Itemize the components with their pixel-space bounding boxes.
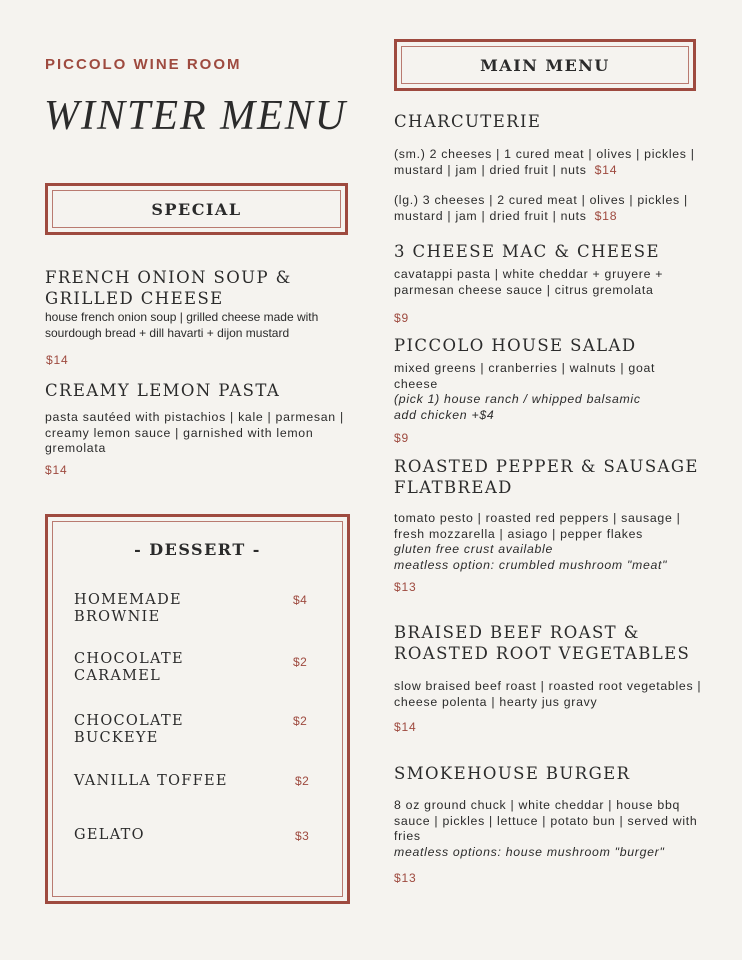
special-item-description: pasta sautéed with pistachios | kale | parmesan | creamy lemon sauce | garnished with lemon gremolata xyxy=(45,410,344,455)
menu-item-price: $9 xyxy=(394,431,409,445)
dessert-item-price: $2 xyxy=(293,655,308,669)
charcuterie-small-price: $14 xyxy=(594,162,618,177)
special-header-box xyxy=(45,183,348,235)
charcuterie-large-description: (lg.) 3 cheeses | 2 cured meat | olives | pickles | mustard | jam | dried fruit | nuts $18 xyxy=(394,193,688,223)
menu-item-description: mixed greens | cranberries | walnuts | goat cheese (pick 1) house ranch / whipped balsamic add chicken +$4 xyxy=(394,361,656,422)
charcuterie-small-description: (sm.) 2 cheeses | 1 cured meat | olives | pickles | mustard | jam | dried fruit | nuts $14 xyxy=(394,147,695,177)
menu-item-name: BRAISED BEEF ROAST & ROASTED ROOT VEGETABLES xyxy=(394,623,691,663)
special-item-name: CREAMY LEMON PASTA xyxy=(45,381,281,400)
dessert-item-name: CHOCOLATE CARAMEL xyxy=(74,651,184,684)
main-menu-header-box xyxy=(394,39,696,91)
restaurant-name: PICCOLO WINE ROOM xyxy=(45,56,242,73)
dessert-item-name: GELATO xyxy=(74,827,145,843)
menu-item-name: SMOKEHOUSE BURGER xyxy=(394,764,631,783)
special-item-price: $14 xyxy=(46,353,69,367)
menu-item-description: tomato pesto | roasted red peppers | sausage | fresh mozzarella | asiago | pepper flakes gluten free crust available meatless option: crumbled mushroom "meat" xyxy=(394,511,681,572)
special-item-price: $14 xyxy=(45,463,68,477)
menu-item-price: $13 xyxy=(394,580,417,594)
menu-item-name: 3 CHEESE MAC & CHEESE xyxy=(394,242,660,261)
special-item-description: house french onion soup | grilled cheese made with sourdough bread + dill havarti + dijon mustard xyxy=(45,310,319,340)
special-label: SPECIAL xyxy=(151,199,242,219)
dessert-item-name: HOMEMADE BROWNIE xyxy=(74,592,182,625)
menu-item-price: $9 xyxy=(394,311,409,325)
main-menu-label: MAIN MENU xyxy=(480,55,610,75)
menu-item-description: 8 oz ground chuck | white cheddar | house bbq sauce | pickles | lettuce | potato bun | served with fries meatless options: house mushroom "burger" xyxy=(394,798,698,859)
menu-item-name: CHARCUTERIE xyxy=(394,112,542,131)
dessert-box xyxy=(45,514,350,904)
dessert-item-price: $4 xyxy=(293,593,308,607)
dessert-item-price: $3 xyxy=(295,829,310,843)
dessert-item-price: $2 xyxy=(295,774,310,788)
special-item-name: FRENCH ONION SOUP & GRILLED CHEESE xyxy=(45,268,292,308)
menu-item-description: slow braised beef roast | roasted root vegetables | cheese polenta | hearty jus gravy xyxy=(394,679,702,709)
menu-item-name: ROASTED PEPPER & SAUSAGE FLATBREAD xyxy=(394,457,699,497)
menu-item-description: cavatappi pasta | white cheddar + gruyere + parmesan cheese sauce | citrus gremolata xyxy=(394,267,664,297)
menu-item-price: $14 xyxy=(394,720,417,734)
dessert-item-price: $2 xyxy=(293,714,308,728)
menu-item-price: $13 xyxy=(394,871,417,885)
charcuterie-large-price: $18 xyxy=(594,208,618,223)
dessert-item-name: VANILLA TOFFEE xyxy=(74,773,228,789)
menu-item-name: PICCOLO HOUSE SALAD xyxy=(394,336,637,355)
dessert-label: - DESSERT - xyxy=(134,540,261,559)
dessert-item-name: CHOCOLATE BUCKEYE xyxy=(74,713,184,746)
page-title: WINTER MENU xyxy=(44,93,348,139)
